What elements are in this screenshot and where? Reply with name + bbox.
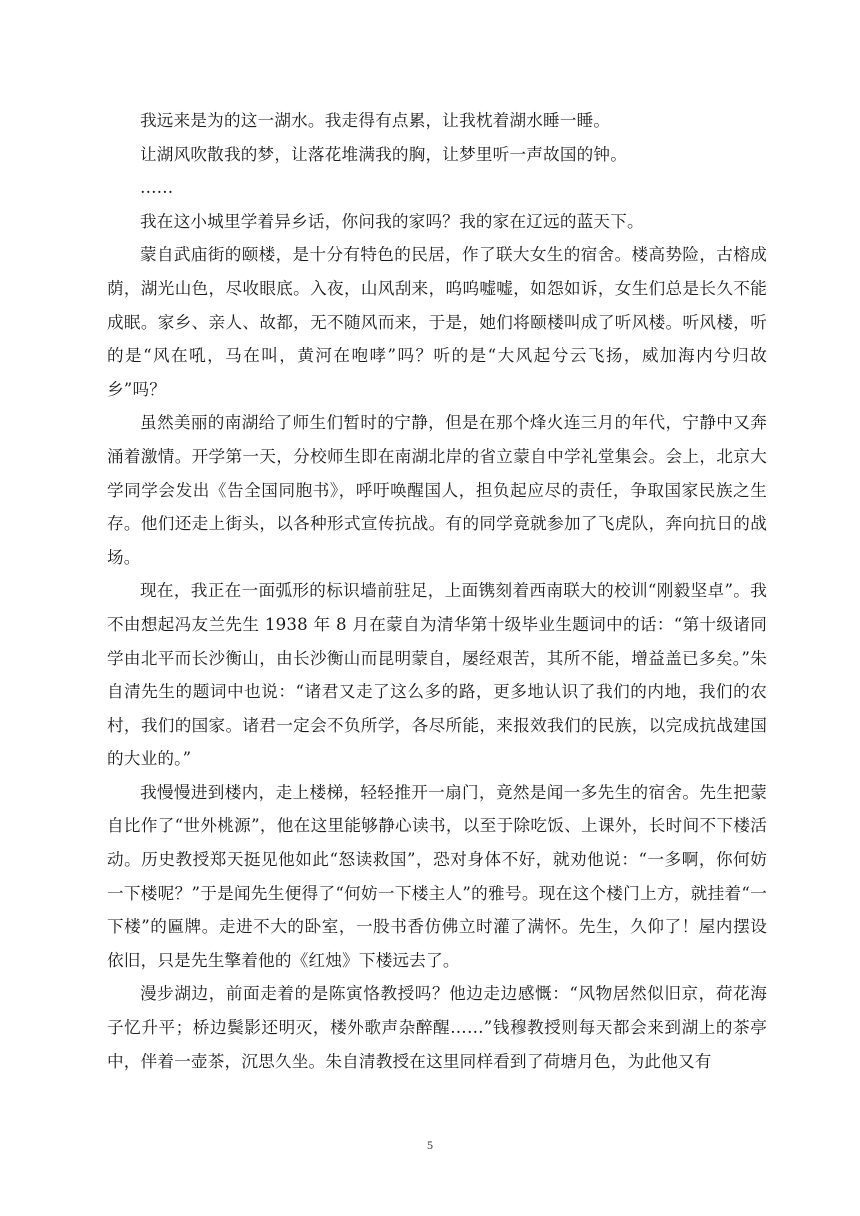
paragraph-lakeside: 漫步湖边，前面走着的是陈寅恪教授吗？他边走边感慨：“风物居然似旧京，荷花海子忆升平；桥边鬓影还明灭，楼外歌声杂醉醒……”钱穆教授则每天都会来到湖上的茶亭中，伴着一壶茶，沉思久坐。朱自清教授在这里同样看到了荷塘月色，为此他又有	[107, 984, 767, 1071]
document-body	[107, 104, 767, 1078]
poem-ellipsis: ……	[140, 178, 174, 198]
poem-line-2: 让湖风吹散我的梦，让落花堆满我的胸，让梦里听一声故国的钟。	[140, 144, 628, 164]
paragraph-wen-yiduo: 我慢慢进到楼内，走上楼梯，轻轻推开一扇门，竟然是闻一多先生的宿舍。先生把蒙自比作了“世外桃源”，他在这里能够静心读书，以至于除吃饭、上课外，长时间不下楼活动。历史教授郑天挺见他如此“怒读救国”，恐对身体不好，就劝他说：“一多啊，你何妨一下楼呢？”于是闻先生便得了“何妨一下楼主人”的雅号。现在这个楼门上方，就挂着“一下楼”的匾牌。走进不大的卧室，一股书香仿佛立时灌了满怀。先生，久仰了！屋内摆设依旧，只是先生擎着他的《红烛》下楼远去了。	[107, 782, 767, 970]
paragraph-tingfeng-lou: 蒙自武庙街的颐楼，是十分有特色的民居，作了联大女生的宿舍。楼高势险，古榕成荫，湖光山色，尽收眼底。入夜，山风刮来，呜呜嘘嘘，如怨如诉，女生们总是长久不能成眠。家乡、亲人、故都，无不随风而来，于是，她们将颐楼叫成了听风楼。听风楼，听的是“风在吼，马在叫，黄河在咆哮”吗？听的是“大风起兮云飞扬，威加海内兮归故乡”吗？	[107, 245, 767, 399]
paragraph-school-motto: 现在，我正在一面弧形的标识墙前驻足，上面镌刻着西南联大的校训“刚毅坚卓”。我不由想起冯友兰先生 1938 年 8 月在蒙自为清华第十级毕业生题词中的话：“第十级诸同学由北平而长沙衡山，由长沙衡山而昆明蒙自，屡经艰苦，其所不能，增益盖已多矣。”朱自清先生的题词中也说：“诸君又走了这么多的路，更多地认识了我们的内地，我们的农村，我们的国家。诸君一定会不负所学，各尽所能，来报效我们的民族，以完成抗战建国的大业的。”	[107, 581, 767, 769]
paragraph-nanhu: 虽然美丽的南湖给了师生们暂时的宁静，但是在那个烽火连三月的年代，宁静中又奔涌着激情。开学第一天，分校师生即在南湖北岸的省立蒙自中学礼堂集会。会上，北京大学同学会发出《告全国同胞书》，呼吁唤醒国人，担负起应尽的责任，争取国家民族之生存。他们还走上街头，以各种形式宣传抗战。有的同学竟就参加了飞虎队，奔向抗日的战场。	[107, 413, 767, 567]
poem-line-1: 我远来是为的这一湖水。我走得有点累，让我枕着湖水睡一睡。	[140, 111, 611, 130]
poem-line-3: 我在这小城里学着异乡话，你问我的家吗？我的家在辽远的蓝天下。	[140, 211, 644, 231]
page-number: 5	[427, 1138, 433, 1152]
